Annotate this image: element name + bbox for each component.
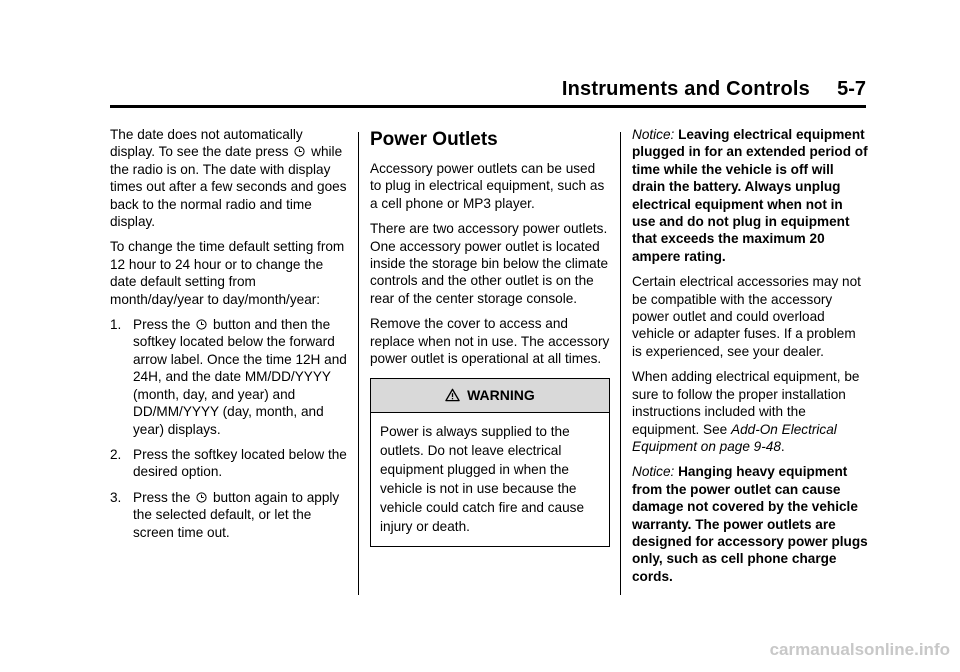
column-divider-right bbox=[620, 132, 621, 595]
paragraph-end: . bbox=[780, 438, 785, 454]
warning-text: Power is always supplied to the outlets. Do not leave electrical equipment plugged in when the vehicle is not in use because the vehicle could catch fire and cause injury or death. bbox=[380, 424, 585, 535]
step-text-b: button and then the softkey located below the forward arrow label. Once the time 12H and 24H, and the date MM/DD/YYYY (month, day, and year) and DD/MM/YYYY (day, month, and year) displays. bbox=[133, 317, 347, 437]
notice-text: Hanging heavy equipment from the power outlet can cause damage not covered by the vehicle warranty. The power outlets are designed for accessory power plugs only, such as cell phone charge cords. bbox=[632, 464, 868, 584]
paragraph-cover: Remove the cover to access and replace when not in use. The accessory power outlet is operational at all times. bbox=[370, 316, 610, 367]
step-number: 1. bbox=[110, 317, 122, 333]
warning-label: WARNING bbox=[467, 387, 535, 404]
paragraph-date-display-a: The date does not automatically display. To see the date press bbox=[110, 127, 303, 160]
step-text-a: Press the bbox=[133, 317, 191, 333]
clock-icon bbox=[294, 146, 305, 157]
section-title: Instruments and Controls bbox=[561, 78, 810, 100]
step-number: 3. bbox=[110, 489, 122, 505]
cross-reference-link[interactable]: Add-On Electrical Equipment on page 9-48 bbox=[632, 421, 837, 454]
step-text: Press the softkey located below the desired option. bbox=[133, 446, 347, 480]
column-divider-left bbox=[358, 132, 359, 595]
step-1 bbox=[110, 316, 348, 438]
paragraph-change-default: To change the time default setting from 12 hour to 24 hour or to change the date default setting from month/day/year to day/month/year: bbox=[110, 239, 345, 307]
paragraph-adding-equipment bbox=[632, 368, 868, 455]
step-text-a: Press the bbox=[133, 489, 191, 505]
column-middle bbox=[370, 126, 610, 547]
watermark: carmanualsonline.info bbox=[769, 640, 950, 659]
clock-icon bbox=[196, 319, 207, 330]
warning-header bbox=[371, 379, 609, 413]
step-text-b: button again to apply the selected default, or let the screen time out. bbox=[133, 489, 340, 540]
header-rule bbox=[110, 105, 866, 108]
paragraph-accessory-outlets: Accessory power outlets can be used to plug in electrical equipment, such as a cell phone or MP3 player. bbox=[370, 161, 605, 211]
column-right bbox=[632, 126, 868, 593]
column-left bbox=[110, 126, 348, 549]
paragraph-date-display-b: while the radio is on. The date with display times out after a few seconds and goes back to the normal radio and time display. bbox=[110, 144, 347, 230]
step-number: 2. bbox=[110, 446, 122, 462]
notice-label: Notice: bbox=[632, 127, 675, 142]
paragraph-compatibility: Certain electrical accessories may not be compatible with the accessory power outlet and could overload vehicle or adapter fuses. If a problem is experienced, see your dealer. bbox=[632, 274, 861, 359]
step-2 bbox=[110, 446, 348, 481]
notice-heavy-equipment bbox=[632, 463, 868, 585]
page-number: 5-7 bbox=[837, 78, 866, 100]
notice-text: Leaving electrical equipment plugged in for an extended period of time while the vehicle is off will drain the battery. Always unplug electrical equipment when not in use and do not plug in equipment that exceeds the maximum 20 ampere rating. bbox=[632, 127, 868, 264]
warning-box bbox=[370, 378, 610, 547]
clock-icon bbox=[196, 492, 207, 503]
notice-drain-battery bbox=[632, 126, 868, 265]
paragraph-outlet-locations: There are two accessory power outlets. One accessory power outlet is located inside the storage bin below the climate controls and the other outlet is on the rear of the center storage console. bbox=[370, 221, 609, 306]
heading-power-outlets: Power Outlets bbox=[370, 129, 498, 150]
step-3 bbox=[110, 489, 348, 541]
notice-label: Notice: bbox=[632, 464, 675, 480]
warning-triangle-icon bbox=[445, 388, 460, 402]
paragraph-date-display bbox=[110, 126, 348, 230]
paragraph-adding-equipment-text: When adding electrical equipment, be sure to follow the proper installation instructions included with the equipment. See bbox=[632, 369, 860, 437]
